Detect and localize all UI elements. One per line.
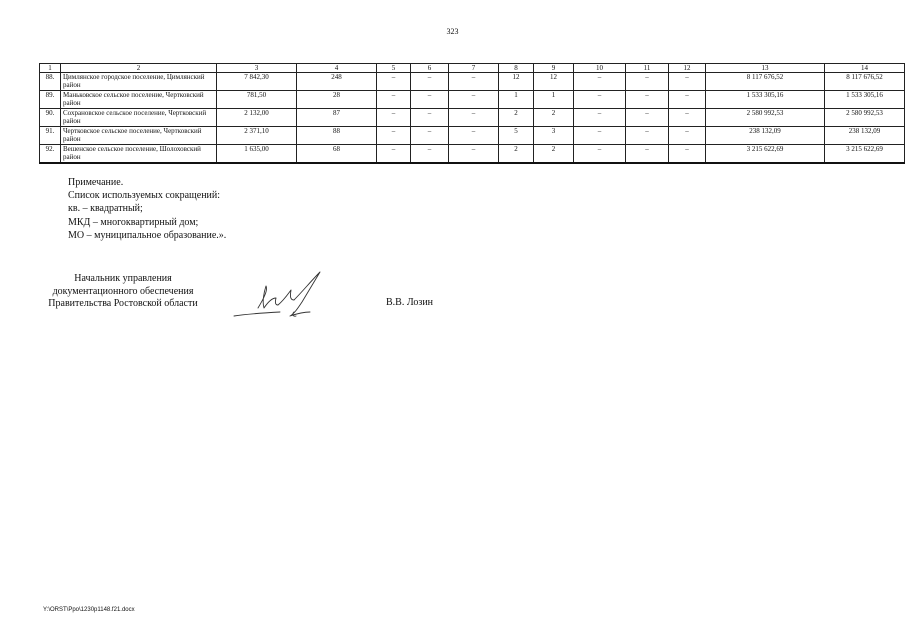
table-cell: 248 bbox=[297, 73, 377, 91]
table-cell: 781,50 bbox=[217, 91, 297, 109]
column-header: 12 bbox=[669, 64, 706, 73]
table-cell: – bbox=[411, 109, 449, 127]
table-cell: 2 580 992,53 bbox=[825, 109, 905, 127]
table-cell: – bbox=[449, 145, 499, 164]
table-cell: 2 bbox=[534, 109, 574, 127]
note-heading: Примечание. bbox=[68, 177, 124, 188]
table-cell: Сохрановское сельское поселение, Чертковский район bbox=[61, 109, 217, 127]
column-header: 4 bbox=[297, 64, 377, 73]
table-cell: – bbox=[377, 127, 411, 145]
table-cell: – bbox=[449, 73, 499, 91]
note-section bbox=[68, 176, 226, 242]
table-cell: 89. bbox=[40, 91, 61, 109]
data-table bbox=[39, 63, 905, 164]
table-cell: 88. bbox=[40, 73, 61, 91]
table-cell: – bbox=[411, 91, 449, 109]
table-cell: 1 bbox=[499, 91, 534, 109]
table-cell: 2 371,10 bbox=[217, 127, 297, 145]
file-path: Y:\ORST\Ppo\1230p1148.f21.docx bbox=[43, 607, 135, 613]
signatory-title-line: документационного обеспечения bbox=[52, 285, 194, 297]
table-cell: 87 bbox=[297, 109, 377, 127]
table-cell: 68 bbox=[297, 145, 377, 164]
table-cell: – bbox=[669, 127, 706, 145]
abbreviation-item: кв. – квадратный; bbox=[68, 203, 143, 215]
table-cell: 2 bbox=[499, 109, 534, 127]
table-cell: 3 215 622,69 bbox=[825, 145, 905, 164]
table-cell: – bbox=[449, 127, 499, 145]
table-cell: 2 bbox=[499, 145, 534, 164]
table-cell: 238 132,09 bbox=[706, 127, 825, 145]
table-cell: 28 bbox=[297, 91, 377, 109]
table-cell: 1 635,00 bbox=[217, 145, 297, 164]
table-cell: – bbox=[377, 145, 411, 164]
table-cell: – bbox=[669, 145, 706, 164]
table-cell: – bbox=[411, 145, 449, 164]
table-cell: 88 bbox=[297, 127, 377, 145]
table-cell: – bbox=[449, 91, 499, 109]
signatory-title-line: Правительства Ростовской области bbox=[48, 298, 198, 309]
signatory-title bbox=[44, 273, 202, 311]
table-cell: Вешенское сельское поселение, Шолоховский район bbox=[61, 145, 217, 164]
column-header: 5 bbox=[377, 64, 411, 73]
note-intro: Список используемых сокращений: bbox=[68, 190, 221, 202]
table-cell: Цимлянское городское поселение, Цимлянский район bbox=[61, 73, 217, 91]
table-row bbox=[40, 73, 905, 91]
table-cell: Маньковское сельское поселение, Чертковский район bbox=[61, 91, 217, 109]
table-header-row bbox=[40, 64, 905, 73]
column-header: 6 bbox=[411, 64, 449, 73]
table-row bbox=[40, 127, 905, 145]
table-cell: 3 215 622,69 bbox=[706, 145, 825, 164]
table-cell: 8 117 676,52 bbox=[825, 73, 905, 91]
table-cell: 7 842,30 bbox=[217, 73, 297, 91]
table-row bbox=[40, 109, 905, 127]
table-row bbox=[40, 145, 905, 164]
column-header: 13 bbox=[706, 64, 825, 73]
table-cell: – bbox=[574, 145, 626, 164]
column-header: 3 bbox=[217, 64, 297, 73]
table-cell: – bbox=[626, 145, 669, 164]
handwritten-signature bbox=[228, 268, 328, 322]
table-cell: 238 132,09 bbox=[825, 127, 905, 145]
table-cell: 5 bbox=[499, 127, 534, 145]
table-cell: – bbox=[669, 73, 706, 91]
table-cell: – bbox=[626, 127, 669, 145]
table-cell: – bbox=[449, 109, 499, 127]
table-cell: 1 533 305,16 bbox=[825, 91, 905, 109]
table-cell: 12 bbox=[499, 73, 534, 91]
table-cell: 91. bbox=[40, 127, 61, 145]
table-cell: – bbox=[411, 73, 449, 91]
table-cell: 12 bbox=[534, 73, 574, 91]
table-cell: – bbox=[574, 127, 626, 145]
table-cell: 92. bbox=[40, 145, 61, 164]
table-cell: 1 bbox=[534, 91, 574, 109]
table-cell: 90. bbox=[40, 109, 61, 127]
column-header: 10 bbox=[574, 64, 626, 73]
table-cell: – bbox=[377, 73, 411, 91]
page-number: 323 bbox=[446, 27, 459, 36]
table-cell: – bbox=[377, 109, 411, 127]
table-cell: 1 533 305,16 bbox=[706, 91, 825, 109]
column-header: 14 bbox=[825, 64, 905, 73]
signatory-title-line: Начальник управления bbox=[74, 273, 172, 284]
table-cell: 3 bbox=[534, 127, 574, 145]
table-cell: – bbox=[574, 73, 626, 91]
table-cell: 2 580 992,53 bbox=[706, 109, 825, 127]
abbreviation-item: МКД – многоквартирный дом; bbox=[68, 216, 199, 228]
table-cell: 2 bbox=[534, 145, 574, 164]
table-cell: – bbox=[574, 91, 626, 109]
column-header: 9 bbox=[534, 64, 574, 73]
column-header: 7 bbox=[449, 64, 499, 73]
table-cell: Чертковское сельское поселение, Чертковский район bbox=[61, 127, 217, 145]
column-header: 11 bbox=[626, 64, 669, 73]
table-cell: – bbox=[669, 109, 706, 127]
column-header: 8 bbox=[499, 64, 534, 73]
table-cell: – bbox=[574, 109, 626, 127]
table-cell: – bbox=[377, 91, 411, 109]
table-cell: 2 132,00 bbox=[217, 109, 297, 127]
table-cell: – bbox=[626, 73, 669, 91]
table-cell: – bbox=[626, 91, 669, 109]
table-cell: 8 117 676,52 bbox=[706, 73, 825, 91]
column-header: 2 bbox=[61, 64, 217, 73]
signer-name: В.В. Лозин bbox=[386, 297, 434, 308]
table-cell: – bbox=[669, 91, 706, 109]
table-cell: – bbox=[626, 109, 669, 127]
column-header: 1 bbox=[40, 64, 61, 73]
table-row bbox=[40, 91, 905, 109]
abbreviation-item: МО – муниципальное образование.». bbox=[68, 229, 227, 241]
table-cell: – bbox=[411, 127, 449, 145]
